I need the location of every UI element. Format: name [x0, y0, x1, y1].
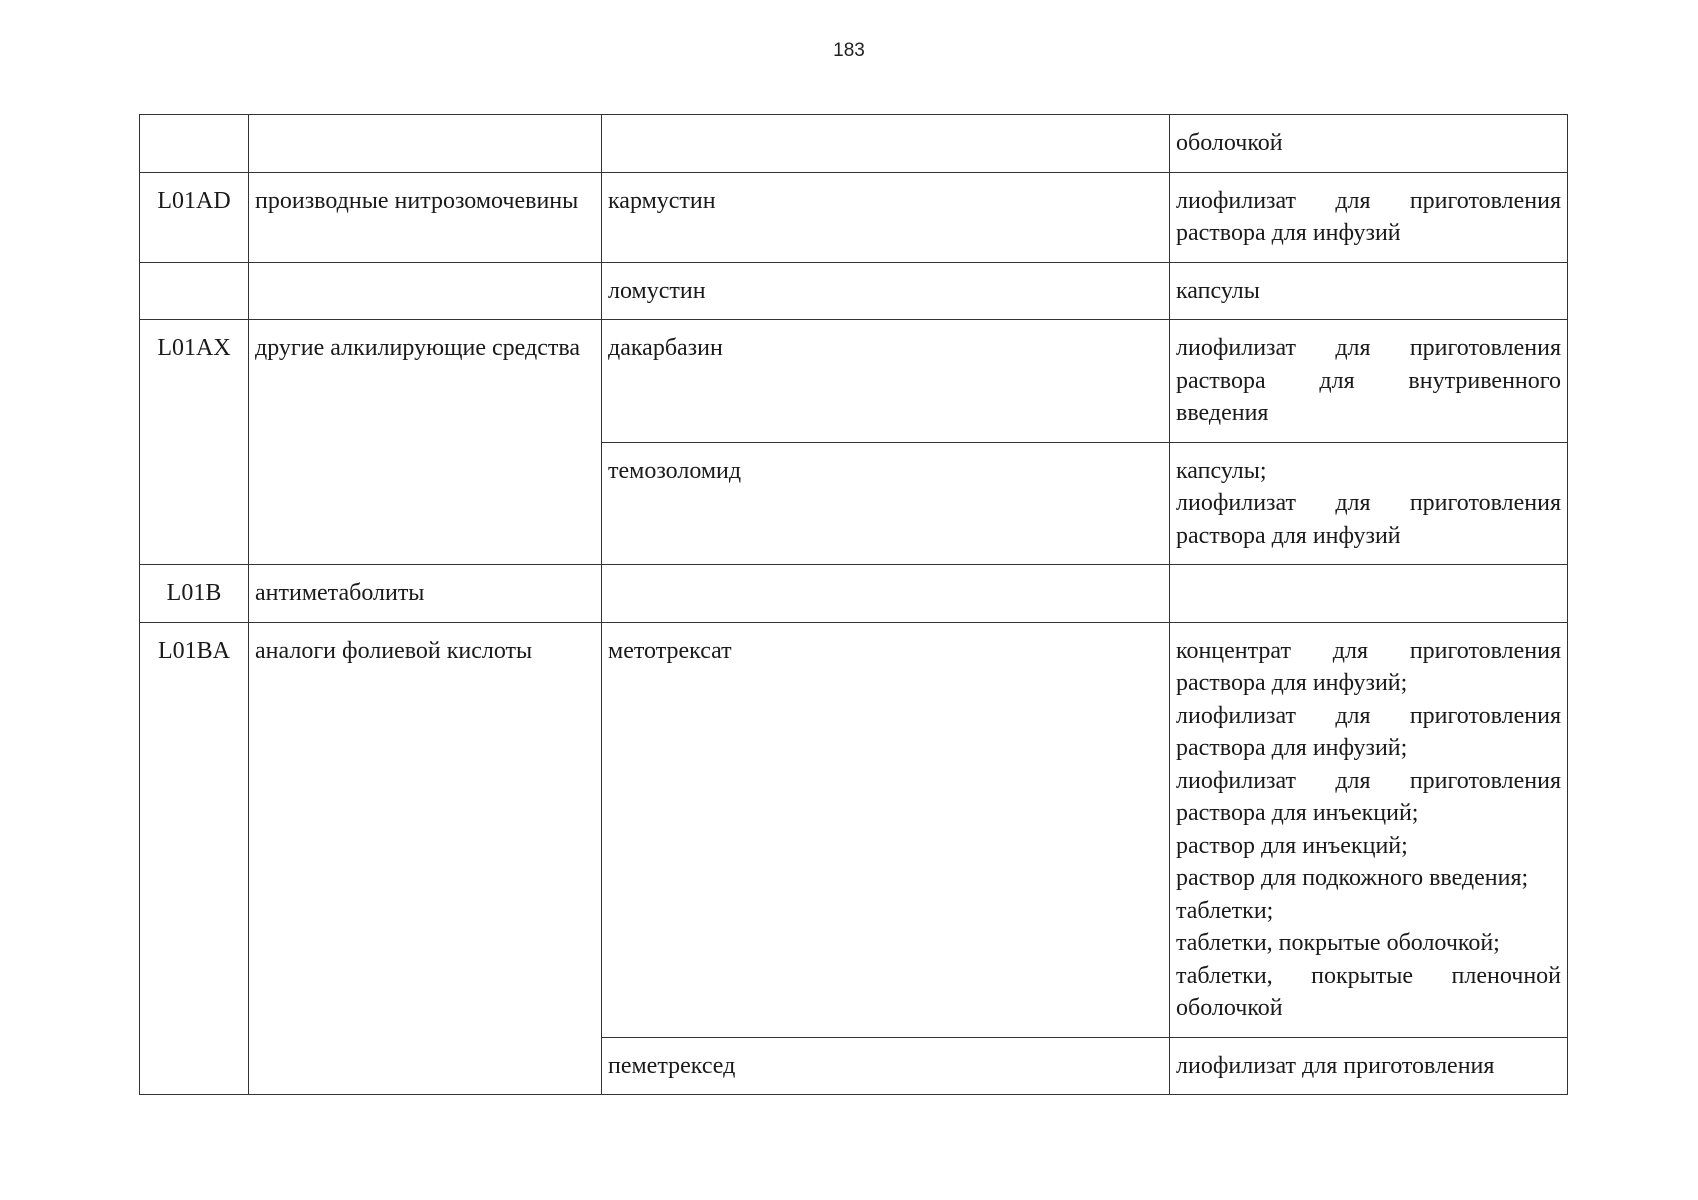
atc-code-cell: L01B	[140, 565, 249, 623]
substance-cell: пеметрексед	[602, 1037, 1170, 1095]
dosage-form-text: капсулы;	[1176, 457, 1267, 484]
table-row	[140, 565, 1568, 623]
substance-cell: ломустин	[602, 262, 1170, 320]
dosage-form-text: лиофилизат для приготовления раствора для инфузий	[1176, 490, 1561, 549]
dosage-form-cell	[1170, 172, 1568, 262]
dosage-form-text: лиофилизат для приготовления	[1176, 1052, 1495, 1079]
substance-cell: темозоломид	[602, 442, 1170, 565]
dosage-form-cell	[1170, 1037, 1568, 1095]
substance-cell	[602, 115, 1170, 173]
dosage-form-text: капсулы	[1176, 277, 1260, 304]
drug-table	[139, 114, 1568, 1095]
dosage-form-text: таблетки, покрытые пленочной оболочкой	[1176, 962, 1561, 1021]
dosage-form-cell	[1170, 442, 1568, 565]
atc-code-cell: L01BA	[140, 622, 249, 1095]
group-cell: аналоги фолиевой кислоты	[249, 622, 602, 1095]
atc-code-cell: L01AX	[140, 320, 249, 565]
dosage-form-cell	[1170, 622, 1568, 1037]
dosage-form-text: лиофилизат для приготовления раствора для инфузий;	[1176, 702, 1561, 761]
dosage-form-cell	[1170, 115, 1568, 173]
page-number: 183	[833, 40, 865, 61]
group-cell	[249, 115, 602, 173]
dosage-form-text: раствор для подкожного введения;	[1176, 865, 1529, 891]
group-cell	[249, 262, 602, 320]
table-row	[140, 172, 1568, 262]
dosage-form-text: таблетки;	[1176, 897, 1274, 924]
group-cell: антиметаболиты	[249, 565, 602, 623]
dosage-form-text: лиофилизат для приготовления раствора для внутривенного введения	[1176, 335, 1561, 426]
dosage-form-text: таблетки, покрытые оболочкой;	[1176, 930, 1500, 956]
dosage-form-text: лиофилизат для приготовления раствора для инъекций;	[1176, 767, 1561, 826]
dosage-form-text: раствор для инъекций;	[1176, 832, 1408, 859]
substance-cell	[602, 565, 1170, 623]
group-cell: производные нитрозомочевины	[249, 172, 602, 262]
table-row	[140, 262, 1568, 320]
substance-cell: метотрексат	[602, 622, 1170, 1037]
atc-code-cell	[140, 262, 249, 320]
dosage-form-text: оболочкой	[1176, 130, 1283, 156]
dosage-form-cell	[1170, 262, 1568, 320]
dosage-form-cell	[1170, 320, 1568, 443]
table-row	[140, 320, 1568, 443]
table-row	[140, 622, 1568, 1037]
table-row	[140, 115, 1568, 173]
atc-code-cell: L01AD	[140, 172, 249, 262]
substance-cell: дакарбазин	[602, 320, 1170, 443]
dosage-form-text: лиофилизат для приготовления раствора для инфузий	[1176, 187, 1561, 246]
atc-code-cell	[140, 115, 249, 173]
substance-cell: кармустин	[602, 172, 1170, 262]
dosage-form-text: концентрат для приготовления раствора для инфузий;	[1176, 637, 1561, 696]
dosage-form-cell	[1170, 565, 1568, 623]
group-cell: другие алкилирующие средства	[249, 320, 602, 565]
